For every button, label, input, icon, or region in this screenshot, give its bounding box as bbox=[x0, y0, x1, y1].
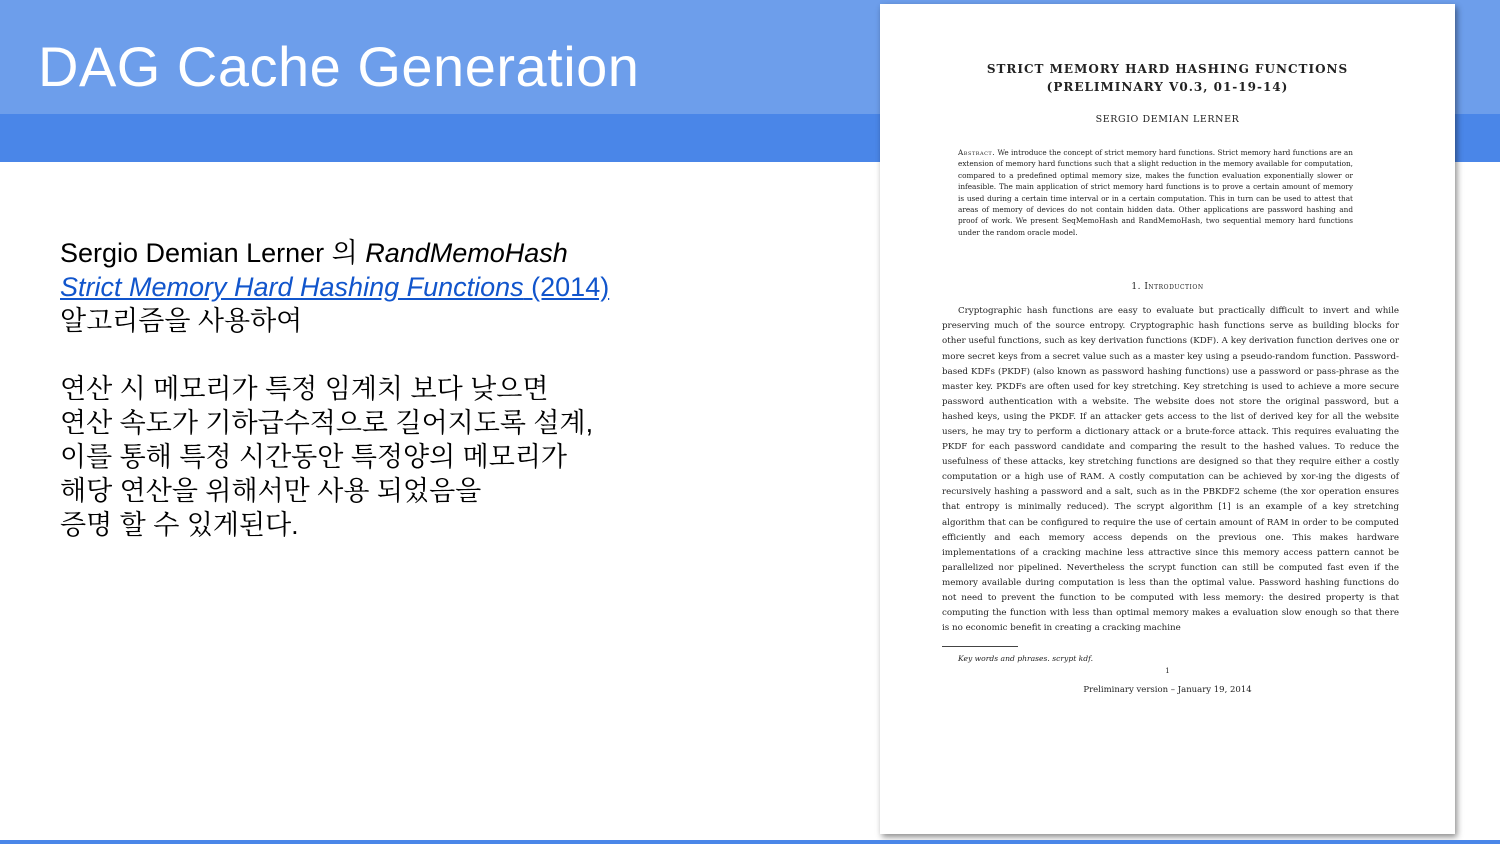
body-line-5: 연산 속도가 기하급수적으로 길어지도록 설계, bbox=[60, 408, 594, 438]
paper-link-year: (2014) bbox=[523, 272, 610, 302]
paper-link-title: Strict Memory Hard Hashing Functions bbox=[60, 272, 524, 302]
body-line-8: 증명 할 수 있게된다. bbox=[60, 510, 299, 540]
body-line-4: 연산 시 메모리가 특정 임계치 보다 낮으면 bbox=[60, 374, 549, 404]
paper-title bbox=[880, 60, 1455, 96]
paper-footer: Preliminary version – January 19, 2014 bbox=[1083, 685, 1252, 696]
body-line-1 bbox=[60, 236, 700, 270]
algorithm-name: RandMemoHash bbox=[365, 238, 568, 268]
paper-abstract bbox=[958, 147, 1353, 238]
footnote-rule bbox=[942, 646, 1018, 647]
paper-keywords: Key words and phrases. scrypt kdf. bbox=[958, 654, 1094, 664]
abstract-text: We introduce the concept of strict memory hard functions. Strict memory hard functions are an extension of memory hard functions such that a slight reduction in the memory available for computation, compared to a predefined optimal memory size, makes the function evaluation exponentially slower or infeasible. The main application of strict memory hard functions is to prove a certain amount of memory is used during a certain time interval or in a certain computation. This in turn can be used to attest that areas of memory of devices do not contain hidden data. Other applications are password hashing and proof of work. We present SeqMemoHash and RandMemoHash, two sequential memory hard functions under the random oracle model. bbox=[958, 148, 1353, 237]
paragraph-gap bbox=[60, 338, 700, 372]
author-name: Sergio Demian Lerner bbox=[60, 238, 332, 268]
paper-section-heading: 1. Introduction bbox=[1131, 282, 1204, 293]
paper-author: SERGIO DEMIAN LERNER bbox=[1095, 114, 1240, 125]
abstract-heading: Abstract. bbox=[958, 148, 996, 157]
paper-title-line-1: STRICT MEMORY HARD HASHING FUNCTIONS bbox=[986, 62, 1349, 76]
body-line-6: 이를 통해 특정 시간동안 특정양의 메모리가 bbox=[60, 442, 567, 472]
paper-page-number: 1 bbox=[1165, 667, 1170, 676]
paper-intro-text: Cryptographic hash functions are easy to evaluate but practically difficult to invert and while preserving much of the source entropy. Cryptographic hash functions serve as building blocks for other useful functions, such as key derivation functions (KDF). A key derivation function derives one or more secret keys from a secret value such as a master key using a pseudo-random function. Password-based KDFs (PKDF) (also known as password hashing functions) use a password or pass-phrase as the master key. PKDFs are often used for key stretching. Key stretching is used to achieve a more secure password authentication with a website. The website does not store the original password, but a hashed keys, using the PKDF. If an attacker gets access to the list of derived key for all the website users, he may try to perform a dictionary attack or a brute-force attack. This requires evaluating the PKDF for each password candidate and comparing the result to the hashed values. To reduce the usefulness of these attacks, key stretching functions are designed so that they require either a costly computation or a high use of RAM. A costly computation can be achieved by xor-ing the digests of recursively hashing a password and a salt, such as in the PBKDF2 scheme (the xor operation ensures that entropy is minimally reduced). The scrypt algorithm [1] is an example of a key stretching algorithm that can be configured to require the use of certain amount of RAM in order to be computed efficiently and each memory access depends on the previous one. This makes hardware implementations of a cracking machine less attractive since this memory access pattern cannot be parallelized nor pipelined. Nevertheless the scrypt function can still be computed fast even if the memory available during computation is less than the optimal value. Password hashing functions do not need to prevent the function to be computed with less memory: the desired property is that computing the function with less than optimal memory makes a evaluation slow enough so that there is no economic benefit in creating a cracking machine bbox=[942, 306, 1399, 634]
paper-page-image bbox=[880, 4, 1455, 834]
possessive-particle: 의 bbox=[331, 238, 366, 268]
body-line-3: 알고리즘을 사용하여 bbox=[60, 306, 303, 336]
slide-body-text bbox=[60, 236, 700, 542]
body-line-2 bbox=[60, 270, 700, 304]
body-line-7: 해당 연산을 위해서만 사용 되었음을 bbox=[60, 476, 482, 506]
paper-title-line-2: (PRELIMINARY V0.3, 01-19-14) bbox=[1046, 80, 1289, 94]
bottom-rule bbox=[0, 840, 1500, 844]
slide-title: DAG Cache Generation bbox=[38, 35, 640, 98]
paper-link[interactable] bbox=[60, 272, 609, 302]
